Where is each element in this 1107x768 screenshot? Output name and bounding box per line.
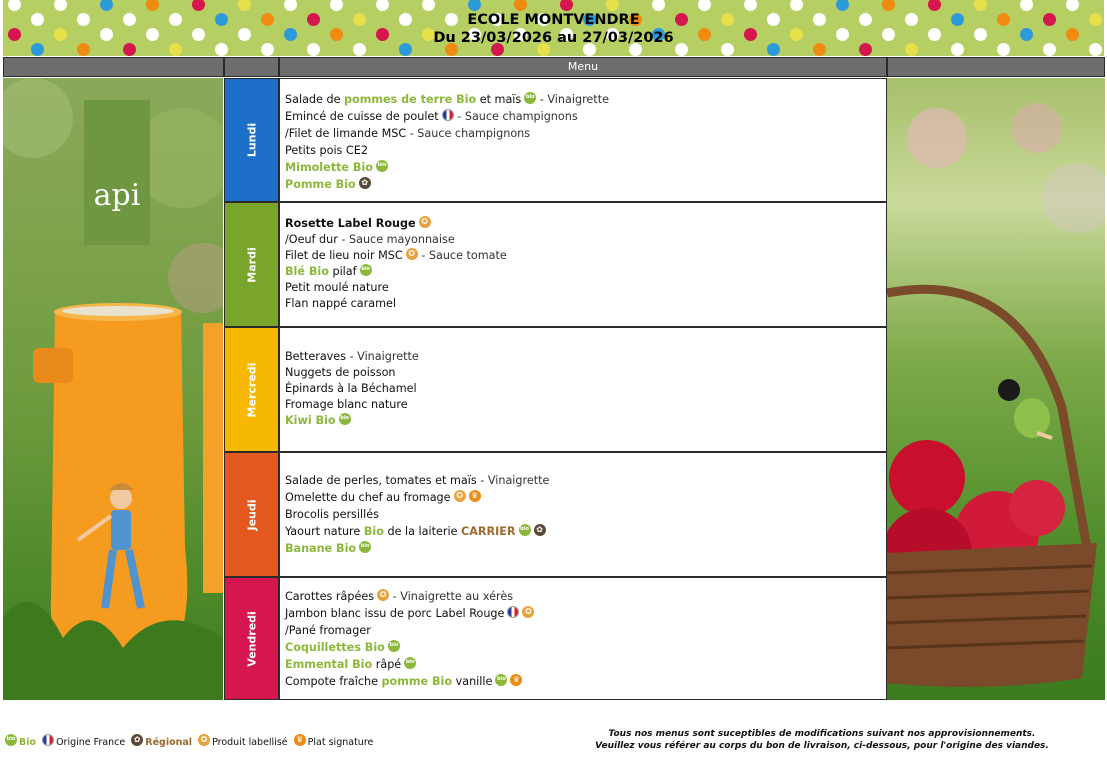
menu-item-pre: Betteraves	[285, 350, 347, 363]
menu-item-pre: Salade de	[285, 93, 345, 106]
legend-france: Origine France	[42, 737, 125, 748]
menu-item-hl: pomme Bio	[381, 675, 453, 688]
menu-item	[285, 472, 886, 489]
day-label-lundi	[224, 78, 279, 202]
day-name: Mercredi	[245, 362, 258, 417]
menu-item	[285, 232, 886, 248]
banner-dot	[1066, 0, 1079, 11]
bio-icon	[359, 541, 371, 553]
menu-item-sauce: - Sauce tomate	[417, 249, 507, 262]
menu-item-pre: Brocolis persillés	[285, 508, 379, 521]
menu-item-pre: /Pané fromager	[285, 624, 371, 637]
label-icon	[198, 734, 210, 746]
banner-dot	[146, 0, 159, 11]
menu-item	[285, 365, 886, 381]
menu-item	[285, 381, 886, 397]
bio-icon	[5, 734, 17, 746]
week-dates: Du 23/03/2026 au 27/03/2026	[433, 30, 674, 46]
legend-bio: bioBio	[5, 737, 36, 748]
banner-dot	[974, 0, 987, 11]
menu-item-pre: Nuggets de poisson	[285, 366, 396, 379]
day-column-header	[224, 57, 279, 77]
menu-item	[285, 523, 886, 540]
banner-dot	[1020, 0, 1033, 11]
menu-item	[285, 264, 886, 280]
menu-item-post: de la laiterie	[383, 525, 462, 538]
label-icon	[419, 216, 431, 228]
menu-item-sauce: - Vinaigrette	[536, 93, 609, 106]
menu-item-sauce: - Sauce mayonnaise	[337, 233, 455, 246]
menu-item	[285, 622, 886, 639]
menu-item	[285, 280, 886, 296]
banner-dot	[560, 0, 573, 11]
day-label-mardi	[224, 202, 279, 327]
banner-dot	[698, 0, 711, 11]
school-name: ECOLE MONTVENDRE	[467, 12, 640, 28]
menu-item	[285, 506, 886, 523]
menu-item-hl: Pomme Bio	[285, 178, 356, 191]
menu-item-pre: Flan nappé caramel	[285, 297, 396, 310]
menu-item	[285, 296, 886, 312]
bio-icon	[519, 524, 531, 536]
label-icon	[406, 248, 418, 260]
menu-item-pre: Salade de perles, tomates et maïs	[285, 474, 477, 487]
day-name: Jeudi	[245, 498, 258, 531]
menu-item-post: vanille	[452, 675, 493, 688]
bio-icon	[339, 413, 351, 425]
banner-dot	[836, 0, 849, 11]
regional-icon	[534, 524, 546, 536]
menu-item-reg: CARRIER	[461, 525, 516, 538]
bio-icon	[404, 657, 416, 669]
banner-dot	[192, 0, 205, 11]
menu-item-pre: Carottes râpées	[285, 590, 375, 603]
disclaimer-line-1: Tous nos menus sont suceptibles de modifications suivant nos approvisionnements.	[608, 729, 1036, 739]
day-name: Mardi	[245, 246, 258, 283]
menu-item-pre: Filet de lieu noir MSC	[285, 249, 403, 262]
left-column-header	[3, 57, 224, 77]
legend	[5, 734, 376, 748]
menu-cell-vendredi	[279, 577, 887, 700]
banner-dot	[330, 0, 343, 11]
banner-dot	[882, 0, 895, 11]
menu-item-pre: Petits pois CE2	[285, 144, 368, 157]
menu-item	[285, 639, 886, 656]
menu-item	[285, 397, 886, 413]
legend-label: ✪ Produit labellisé	[198, 737, 288, 748]
menu-item	[285, 159, 886, 176]
apple-basket-illustration	[887, 78, 1105, 700]
label-icon	[522, 606, 534, 618]
menu-item-pre: Jambon blanc issu de porc Label Rouge	[285, 607, 505, 620]
menu-item	[285, 413, 886, 429]
menu-item-post: et maïs	[476, 93, 522, 106]
banner-dot	[652, 0, 665, 11]
banner-dot	[376, 0, 389, 11]
banner-dot	[468, 0, 481, 11]
menu-item-hl: Kiwi Bio	[285, 414, 336, 427]
menu-item-hl: Coquillettes Bio	[285, 641, 385, 654]
day-label-jeudi	[224, 452, 279, 577]
menu-item-pre: Compote fraîche	[285, 675, 382, 688]
api-logo	[84, 100, 150, 245]
menu-item	[285, 588, 886, 605]
menu-item-pre: Petit moulé nature	[285, 281, 389, 294]
day-label-vendredi	[224, 577, 279, 700]
legend-regional: ✿ Régional	[131, 737, 192, 748]
header-banner	[3, 0, 1104, 56]
banner-dot	[100, 0, 113, 11]
bio-icon	[360, 264, 372, 276]
menu-item	[285, 216, 886, 232]
menu-item-pre: Yaourt nature	[285, 525, 364, 538]
menu-cell-mercredi	[279, 327, 887, 452]
left-photo-panel	[3, 78, 223, 700]
menu-item-sauce: - Vinaigrette	[476, 474, 550, 487]
menu-item-hl: Emmental Bio	[285, 658, 373, 671]
menu-item	[285, 108, 886, 125]
label-icon	[454, 490, 466, 502]
menu-item-post: râpé	[372, 658, 402, 671]
day-label-mercredi	[224, 327, 279, 452]
menu-item-sauce: - Sauce champignons	[406, 127, 531, 140]
disclaimer-note	[587, 728, 1057, 752]
disclaimer-line-2: Veuillez vous référer au corps du bon de livraison, ci-dessous, pour l'origine des viandes.	[595, 741, 1049, 751]
banner-dot	[928, 0, 941, 11]
menu-item	[285, 673, 886, 690]
menu-item-hl: Mimolette Bio	[285, 161, 373, 174]
signature-icon	[510, 674, 522, 686]
logo-text: api	[93, 178, 141, 213]
menu-cell-lundi	[279, 78, 887, 202]
label-icon	[377, 589, 389, 601]
france-flag-icon	[507, 606, 519, 618]
menu-item-hl: pommes de terre Bio	[344, 93, 477, 106]
banner-dot	[606, 0, 619, 11]
menu-item	[285, 489, 886, 506]
right-column-header	[887, 57, 1105, 77]
menu-item-sauce: - Vinaigrette au xérès	[389, 590, 514, 603]
banner-dot	[238, 0, 251, 11]
menu-item-pre: Emincé de cuisse de poulet	[285, 110, 439, 123]
menu-item-hl: Bio	[363, 525, 384, 538]
menu-item	[285, 125, 886, 142]
banner-dot	[790, 0, 803, 11]
bio-icon	[524, 92, 536, 104]
menu-item-pre: Épinards à la Béchamel	[285, 382, 417, 395]
france-flag-icon	[42, 734, 54, 746]
menu-item-sauce: - Sauce champignons	[453, 110, 578, 123]
menu-item-sauce: - Vinaigrette	[346, 350, 419, 363]
menu-item-pre: /Oeuf dur	[285, 233, 338, 246]
france-flag-icon	[442, 109, 454, 121]
signature-icon	[469, 490, 481, 502]
menu-item	[285, 540, 886, 557]
banner-dot	[8, 0, 21, 11]
menu-cell-jeudi	[279, 452, 887, 577]
menu-item	[285, 142, 886, 159]
legend-signature: ♛ Plat signature	[294, 737, 374, 748]
day-name: Vendredi	[245, 610, 258, 667]
banner-dot	[514, 0, 527, 11]
menu-item	[285, 349, 886, 365]
menu-item	[285, 656, 886, 673]
page-title	[3, 11, 1104, 47]
right-photo-panel	[887, 78, 1105, 700]
menu-item-bold: Rosette Label Rouge	[285, 217, 416, 230]
menu-item-hl: Blé Bio	[285, 265, 329, 278]
menu-item	[285, 248, 886, 264]
regional-icon	[359, 177, 371, 189]
menu-cell-mardi	[279, 202, 887, 327]
banner-dot	[422, 0, 435, 11]
bio-icon	[495, 674, 507, 686]
menu-item	[285, 91, 886, 108]
bio-icon	[388, 640, 400, 652]
menu-item	[285, 605, 886, 622]
menu-item-pre: /Filet de limande MSC	[285, 127, 407, 140]
banner-dot	[284, 0, 297, 11]
menu-item	[285, 176, 886, 193]
menu-item-hl: Banane Bio	[285, 542, 357, 555]
signature-icon	[294, 734, 306, 746]
menu-item-pre: Omelette du chef au fromage	[285, 491, 451, 504]
menu-column-header: Menu	[279, 57, 887, 77]
banner-dot	[54, 0, 67, 11]
banner-dot	[744, 0, 757, 11]
day-name: Lundi	[245, 122, 258, 158]
bio-icon	[376, 160, 388, 172]
regional-icon	[131, 734, 143, 746]
menu-item-pre: Fromage blanc nature	[285, 398, 408, 411]
menu-item-post: pilaf	[328, 265, 357, 278]
